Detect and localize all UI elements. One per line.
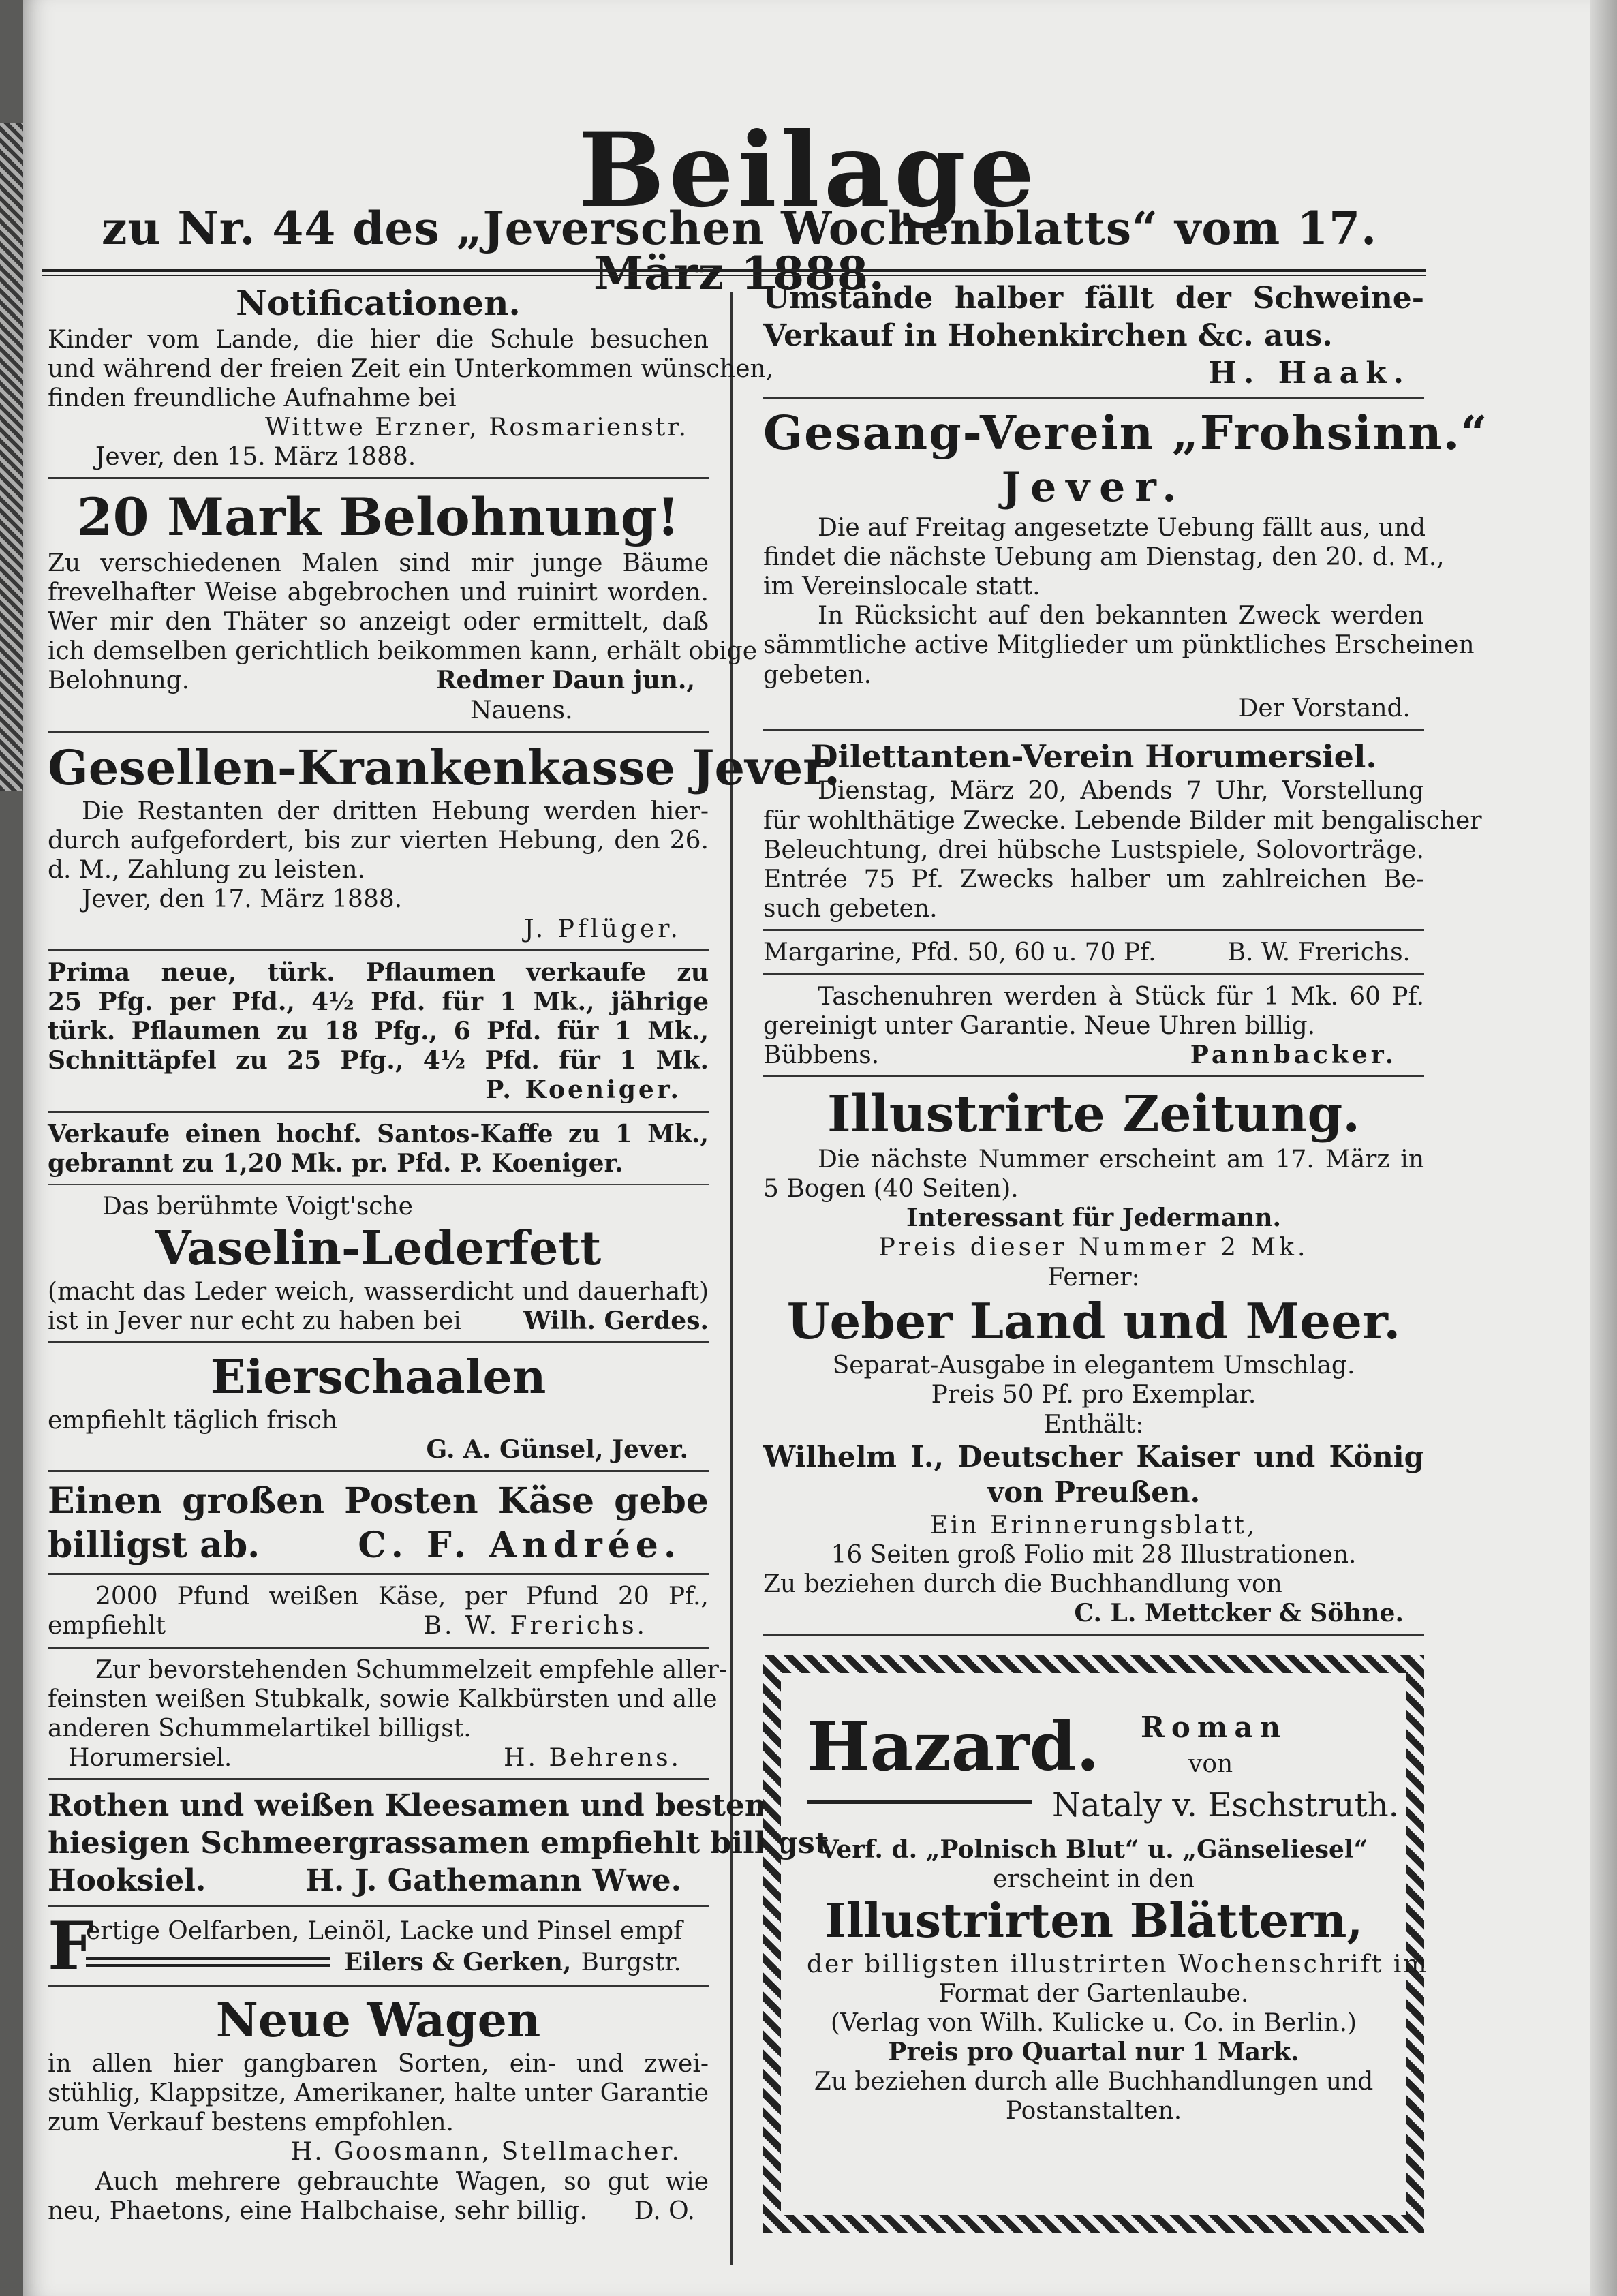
ad-line: Taschenuhren werden à Stück für 1 Mk. 60 Pf. [818, 982, 1424, 1011]
column-divider [730, 292, 733, 2265]
ad-line: Zu beziehen durch die Buchhandlung von [763, 1570, 1282, 1599]
ad-line: Einen großen Posten Käse gebe [48, 1480, 709, 1522]
ad-line: Nataly v. Eschstruth. [1052, 1786, 1399, 1824]
ad-text: Margarine, Pfd. 50, 60 u. 70 Pf. [763, 938, 1156, 967]
ad-vaselin [48, 1192, 709, 1336]
ad-signature: Der Vorstand. [1238, 694, 1411, 722]
ad-line: d. M., Zahlung zu leisten. [48, 856, 365, 885]
ad-separator [763, 1075, 1424, 1077]
ad-line: von Preußen. [987, 1475, 1201, 1510]
ad-line: Verkauf in Hohenkirchen &c. aus. [763, 318, 1333, 353]
ad-separator [48, 1905, 709, 1907]
ad-date: Jever, den 17. März 1888. [82, 885, 403, 914]
ad-heading: Notificationen. [236, 283, 521, 323]
ad-separator [763, 973, 1424, 975]
ad-gesang-verein [763, 406, 1489, 723]
ad-line [48, 1743, 709, 1773]
right-column [763, 273, 1489, 2233]
ad-kaffee [48, 1120, 709, 1178]
ad-line [48, 1862, 709, 1899]
ad-separator [763, 729, 1424, 731]
ad-line: Kinder vom Lande, die hier die Schule besuchen [48, 325, 709, 354]
ad-signature: H. Behrens. [504, 1744, 681, 1773]
ad-line: (macht das Leder weich, wasserdicht und dauerhaft) [48, 1277, 709, 1306]
ad-line: anderen Schummelartikel billigst. [48, 1714, 472, 1743]
ad-heading: Gesellen-Krankenkasse Jever. [48, 739, 841, 796]
ad-schummel [48, 1655, 728, 1773]
ad-line: ertige Oelfarben, Leinöl, Lacke und Pinsel empf [86, 1917, 683, 1946]
ad-separator [48, 949, 709, 951]
ad-line: erscheint in den [993, 1865, 1195, 1893]
ad-margarine [763, 938, 1424, 967]
ad-text: Bübbens. [763, 1041, 880, 1069]
ad-line: Format der Gartenlaube. [938, 1979, 1249, 2008]
masthead-subtitle: zu Nr. 44 des „Jeverschen Wochenblatts“ vom 17. März 1888. [101, 202, 1378, 300]
ad-illustrirte-zeitung [763, 1084, 1424, 1628]
ad-hazard-rule [807, 1800, 1032, 1804]
ad-subheading: Jever. [1001, 463, 1186, 511]
ad-separator [48, 1111, 709, 1113]
ad-text: empfiehlt [48, 1612, 166, 1640]
ad-line: Prima neue, türk. Pflaumen verkaufe zu [48, 958, 709, 987]
ad-notificationen [48, 282, 774, 472]
ad-line: Zu verschiedenen Malen sind mir junge Bäume [48, 549, 709, 577]
ad-signature: Redmer Daun jun., [435, 666, 695, 695]
ad-line: Entrée 75 Pf. Zwecks halber um zahlreichen Be- [763, 865, 1424, 893]
ad-line [48, 1611, 709, 1640]
ad-heading: Illustrirte Zeitung. [827, 1085, 1361, 1144]
ad-signature: C. L. Mettcker & Söhne. [1074, 1599, 1404, 1628]
ad-line: Roman [1141, 1710, 1288, 1744]
ad-line: Beleuchtung, drei hübsche Lustspiele, Solovorträge. [763, 836, 1424, 864]
ad-line: Dienstag, März 20, Abends 7 Uhr, Vorstellung [818, 777, 1424, 806]
ad-line: Umstände halber fällt der Schweine- [763, 281, 1424, 316]
ad-heading: Ueber Land und Meer. [786, 1291, 1401, 1350]
ad-separator [763, 397, 1424, 399]
ad-line: empfiehlt täglich frisch [48, 1406, 338, 1435]
ad-line: Preis 50 Pf. pro Exemplar. [931, 1381, 1257, 1409]
ad-line: Ein Erinnerungsblatt, [929, 1511, 1258, 1540]
ad-text: billigst ab. [48, 1525, 260, 1567]
ad-text: ist in Jever nur echt zu haben bei [48, 1306, 461, 1335]
ad-line: hiesigen Schmeergrassamen empfiehlt billigst [48, 1826, 829, 1861]
ad-line [86, 1948, 709, 1977]
ad-place: Nauens. [470, 696, 573, 724]
ad-separator [48, 1341, 709, 1343]
ad-separator [48, 731, 709, 733]
ad-date: Jever, den 15. März 1888. [95, 443, 416, 472]
ad-line: 25 Pfg. per Pfd., 4½ Pfd. für 1 Mk., jährige [48, 987, 709, 1016]
ad-oelfarben [48, 1908, 709, 1985]
ad-hazard-body [807, 1835, 1429, 2126]
ad-line: Separat-Ausgabe in elegantem Umschlag. [832, 1351, 1355, 1380]
ad-line: und während der freien Zeit ein Unterkommen wünschen, [48, 354, 774, 383]
ad-line: finden freundliche Aufnahme bei [48, 384, 457, 412]
ad-line [48, 666, 709, 695]
ad-signature: Pannbacker. [1190, 1040, 1397, 1069]
ad-line: ich demselben gerichtlich beikommen kann, erhält obige [48, 637, 758, 666]
ad-text: Burgstr. [581, 1948, 681, 1977]
ad-line: 2000 Pfund weißen Käse, per Pfund 20 Pf., [95, 1582, 709, 1611]
ad-line: Verf. d. „Polnisch Blut“ u. „Gänseliesel“ [819, 1835, 1368, 1864]
ad-line: Interessant für Jedermann. [906, 1204, 1282, 1233]
ad-line: Die Restanten der dritten Hebung werden hier- [82, 797, 709, 825]
ad-line: Zur bevorstehenden Schummelzeit empfehle aller- [95, 1655, 728, 1684]
ad-kaese-andree [48, 1479, 709, 1567]
ad-heading: Illustrirten Blättern, [824, 1893, 1364, 1948]
ad-signature: H. Haak. [1208, 356, 1411, 391]
ad-heading: Vaselin-Lederfett [155, 1221, 602, 1276]
ad-line: im Vereinslocale statt. [763, 572, 1041, 600]
ad-text: Hooksiel. [48, 1863, 206, 1899]
ad-dilettanten [763, 737, 1482, 923]
ad-line: Schnittäpfel zu 25 Pfg., 4½ Pfd. für 1 Mk. [48, 1046, 709, 1075]
ad-line: gereinigt unter Garantie. Neue Uhren billig. [763, 1011, 1316, 1040]
ad-line: Wilhelm I., Deutscher Kaiser und König [763, 1439, 1424, 1473]
ad-line [763, 1041, 1424, 1070]
ad-separator [48, 1184, 709, 1185]
ad-ornament-rule [86, 1957, 330, 1967]
ad-eierschaalen [48, 1350, 709, 1465]
ad-line: Das berühmte Voigt'sche [102, 1193, 413, 1221]
ad-separator [48, 1647, 709, 1649]
ad-signature: B. W. Frerichs. [423, 1612, 647, 1640]
ad-signature: H. J. Gathemann Wwe. [305, 1863, 681, 1899]
ad-line: (Verlag von Wilh. Kulicke u. Co. in Berlin.) [830, 2008, 1357, 2037]
ad-signature: Eilers & Gerken, [343, 1948, 572, 1977]
ad-signature: Wittwe Erzner, Rosmarienstr. [264, 414, 688, 442]
ad-line: Verkaufe einen hochf. Santos-Kaffe zu 1 Mk., [48, 1119, 709, 1148]
ad-krankenkasse [48, 739, 841, 944]
ad-line: der billigsten illustrirten Wochenschrift im [807, 1950, 1429, 1978]
ad-line: zum Verkauf bestens empfohlen. [48, 2109, 454, 2137]
ad-signature: B. W. Frerichs. [1227, 938, 1411, 967]
ad-line: stühlig, Klappsitze, Amerikaner, halte unter Garantie [48, 2079, 709, 2108]
ad-line: Preis pro Quartal nur 1 Mark. [888, 2038, 1299, 2067]
ad-text: neu, Phaetons, eine Halbchaise, sehr billig. [48, 2196, 587, 2225]
ad-line [48, 2196, 709, 2226]
ad-text: Horumersiel. [68, 1744, 232, 1773]
page-edge-right [1590, 0, 1617, 2296]
ad-pflaumen [48, 958, 709, 1105]
ad-signature: J. Pflüger. [524, 915, 681, 943]
ad-belohnung [48, 486, 758, 724]
ad-heading: Neue Wagen [215, 1993, 541, 2049]
ad-line: Enthält: [1043, 1410, 1144, 1439]
ad-line: Die auf Freitag angesetzte Uebung fällt aus, und [818, 513, 1426, 542]
ad-heading: Gesang-Verein „Frohsinn.“ [763, 406, 1489, 461]
ad-kaese-frerichs [48, 1582, 709, 1640]
ad-line: Postanstalten. [1005, 2097, 1182, 2126]
ad-separator [48, 1573, 709, 1575]
ad-line [48, 1306, 709, 1336]
ad-line: In Rücksicht auf den bekannten Zweck werden [818, 602, 1424, 630]
ad-kleesamen [48, 1787, 829, 1899]
ad-taschenuhren [763, 982, 1424, 1071]
ad-signature: P. Koeniger. [485, 1075, 681, 1105]
ad-line: such gebeten. [763, 895, 938, 923]
ad-separator [48, 1778, 709, 1780]
ad-line: frevelhafter Weise abgebrochen und ruinirt worden. [48, 578, 709, 607]
ad-line: findet die nächste Uebung am Dienstag, den 20. d. M., [763, 542, 1445, 571]
ad-line: sämmtliche active Mitglieder um pünktliches Erscheinen [763, 631, 1475, 660]
ad-line [48, 1523, 709, 1567]
ad-line: Auch mehrere gebrauchte Wagen, so gut wie [95, 2167, 709, 2196]
adjacent-page-ornament [0, 123, 23, 791]
ad-separator [763, 929, 1424, 931]
ad-schweine [763, 279, 1424, 392]
ad-heading: Dilettanten-Verein Horumersiel. [810, 737, 1377, 775]
ad-heading: Eierschaalen [210, 1350, 546, 1405]
ad-signature: H. Goosmann, Stellmacher. [290, 2138, 681, 2167]
ad-hazard-frame [763, 1655, 1429, 2233]
ad-signature: C. F. Andrée. [358, 1525, 681, 1567]
ad-neue-wagen [48, 1993, 709, 2226]
ad-separator [763, 1634, 1424, 1636]
ad-line: gebeten. [763, 660, 872, 689]
ad-signature: G. A. Günsel, Jever. [426, 1435, 688, 1464]
ad-line: in allen hier gangbaren Sorten, ein- und zwei- [48, 2049, 709, 2078]
ad-line: Zu beziehen durch alle Buchhandlungen und [814, 2068, 1374, 2096]
ad-line: 5 Bogen (40 Seiten). [763, 1175, 1019, 1204]
ad-hazard-title: Hazard. [807, 1707, 1100, 1786]
ad-line: Die nächste Nummer erscheint am 17. März in [818, 1145, 1424, 1174]
ad-line: durch aufgefordert, bis zur vierten Hebung, den 26. [48, 826, 709, 855]
ad-line: türk. Pflaumen zu 18 Pfg., 6 Pfd. für 1 Mk., [48, 1017, 709, 1046]
ad-line: 16 Seiten groß Folio mit 28 Illustrationen. [831, 1540, 1357, 1569]
ad-line: Wer mir den Thäter so anzeigt oder ermittelt, daß [48, 608, 709, 636]
ad-separator [48, 477, 709, 479]
ad-line: Rothen und weißen Kleesamen und besten [48, 1788, 767, 1824]
ad-separator [48, 1470, 709, 1472]
ad-line: Ferner: [1047, 1263, 1140, 1291]
ad-hazard [807, 1699, 1429, 2189]
ad-line: für wohlthätige Zwecke. Lebende Bilder mit bengalischer [763, 806, 1482, 835]
ad-line: gebrannt zu 1,20 Mk. pr. Pfd. P. Koeniger. [48, 1148, 623, 1178]
ad-line [763, 938, 1424, 967]
ad-signature: D. O. [634, 2196, 695, 2225]
ad-heading: 20 Mark Belohnung! [76, 487, 680, 548]
ad-initial: F [48, 1908, 95, 1985]
ad-line: von [1188, 1749, 1233, 1778]
ad-separator [48, 1985, 709, 1987]
ad-signature: Wilh. Gerdes. [523, 1306, 709, 1335]
masthead-title: Beilage [578, 110, 1039, 230]
ad-line: feinsten weißen Stubkalk, sowie Kalkbürsten und alle [48, 1685, 718, 1713]
ad-line: Preis dieser Nummer 2 Mk. [878, 1234, 1309, 1262]
ad-text: Belohnung. [48, 667, 190, 695]
